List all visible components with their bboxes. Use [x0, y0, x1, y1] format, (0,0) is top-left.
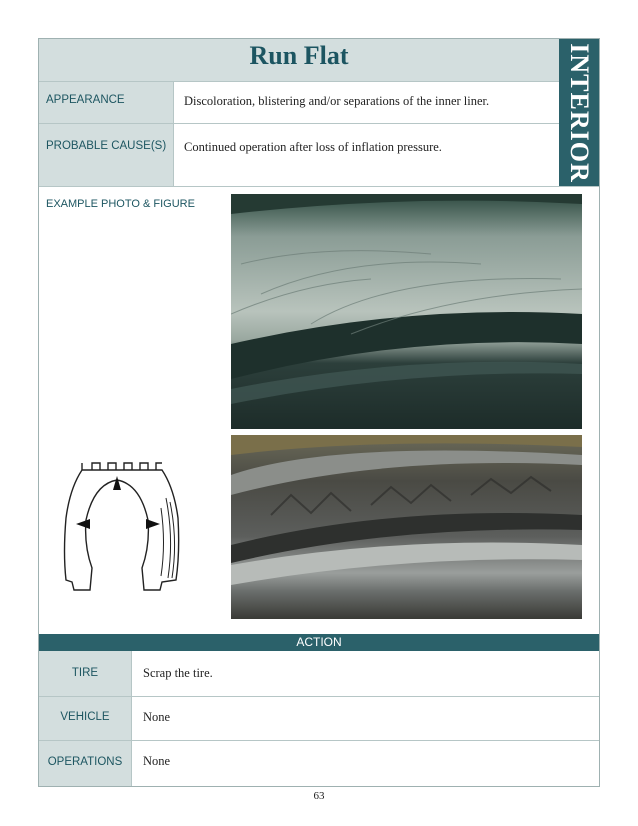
divider — [39, 740, 599, 741]
action-operations-text: None — [143, 754, 171, 768]
divider — [173, 82, 174, 186]
page-number: 63 — [313, 790, 325, 802]
action-vehicle-text: None — [143, 710, 171, 724]
action-tire-text: Scrap the tire. — [143, 666, 213, 680]
cause-label: PROBABLE CAUSE(S) — [46, 140, 167, 152]
action-title: ACTION — [296, 635, 342, 649]
action-tire-label: TIRE — [71, 667, 99, 679]
appearance-text: Discoloration, blistering and/or separations of the inner liner. — [184, 94, 490, 108]
action-vehicle-label: VEHICLE — [60, 711, 110, 723]
cause-label-cell — [39, 124, 173, 186]
tire-interior-photo-2 — [231, 435, 582, 619]
appearance-label: APPEARANCE — [46, 94, 125, 106]
divider — [39, 696, 599, 697]
page-title: Run Flat — [249, 41, 349, 70]
action-operations-label: OPERATIONS — [47, 756, 123, 768]
tire-cross-section-figure — [62, 458, 192, 600]
divider — [39, 186, 599, 187]
cause-text: Continued operation after loss of inflation pressure. — [184, 140, 442, 154]
tire-interior-photo-1 — [231, 194, 582, 429]
divider — [131, 651, 132, 786]
section-tab-label: INTERIOR — [565, 43, 594, 183]
example-label: EXAMPLE PHOTO & FIGURE — [46, 198, 195, 210]
